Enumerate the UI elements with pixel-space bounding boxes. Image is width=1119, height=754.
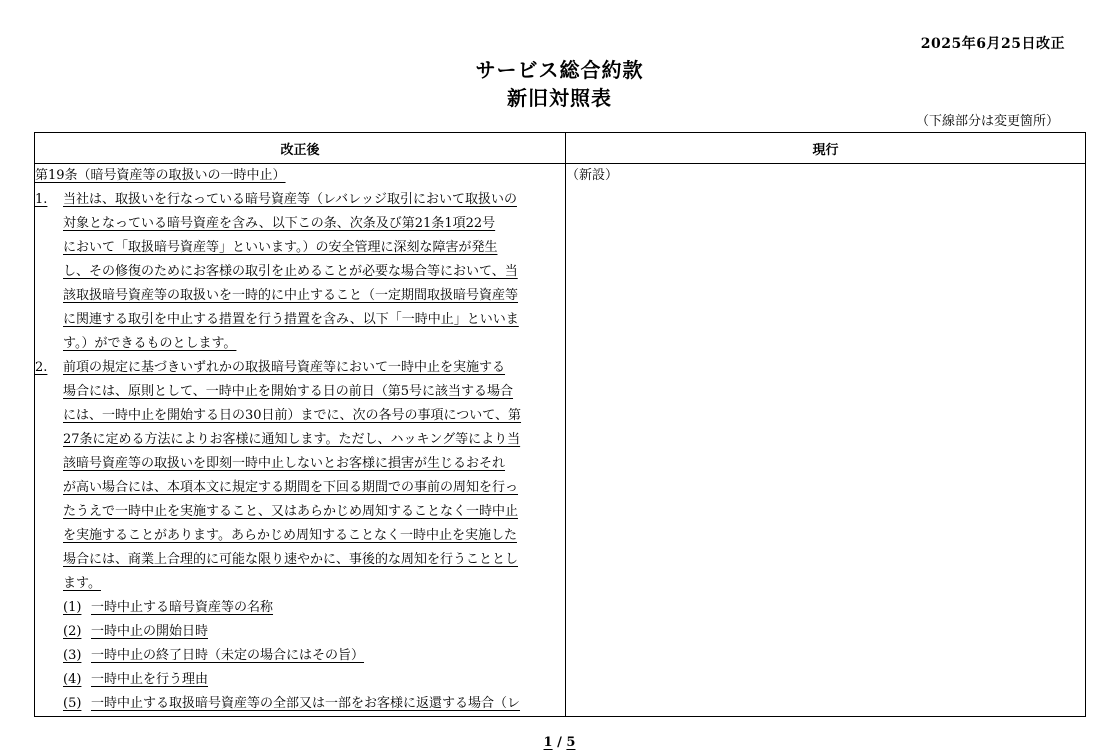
paragraph-line: 27条に定める方法によりお客様に通知します。ただし、ハッキング等により当 xyxy=(63,432,521,447)
page-total: 5 xyxy=(566,735,576,750)
paragraph-line: 該取扱暗号資産等の取扱いを一時的に中止すること（一定期間取扱暗号資産等 xyxy=(63,288,519,303)
paragraph-2-number: 2. xyxy=(35,360,48,375)
paragraph-line: 当社は、取扱いを行なっている暗号資産等（レバレッジ取引において取扱いの xyxy=(63,192,517,207)
article-title: 第19条（暗号資産等の取扱いの一時中止） xyxy=(35,168,286,183)
paragraph-line: を実施することがあります。あらかじめ周知することなく一時中止を実施した xyxy=(63,528,517,543)
comparison-table xyxy=(34,132,1086,717)
item-text: 一時中止する暗号資産等の名称 xyxy=(91,600,274,615)
item-text: 一時中止する取扱暗号資産等の全部又は一部をお客様に返還する場合（レ xyxy=(91,696,521,711)
paragraph-1 xyxy=(35,188,565,356)
current-text: （新設） xyxy=(566,168,619,183)
table-body-row xyxy=(35,164,1086,717)
paragraph-line: 前項の規定に基づきいずれかの取扱暗号資産等において一時中止を実施する xyxy=(63,360,506,375)
paragraph-2 xyxy=(35,356,565,596)
paragraph-line: し、その修復のためにお客様の取引を止めることが必要な場合等において、当 xyxy=(63,264,518,279)
current-version-cell xyxy=(566,164,1086,717)
item-text: 一時中止を行う理由 xyxy=(91,672,209,687)
page-current: 1 xyxy=(543,735,553,750)
item-text: 一時中止の開始日時 xyxy=(91,624,209,639)
paragraph-line: ます。 xyxy=(63,576,101,591)
new-version-cell xyxy=(35,164,566,717)
list-item xyxy=(63,596,565,620)
page-separator: / xyxy=(557,735,562,750)
paragraph-line: が高い場合には、本項本文に規定する期間を下回る期間での事前の周知を行っ xyxy=(63,480,519,495)
page-number xyxy=(0,735,1119,750)
table-header-row xyxy=(35,133,1086,164)
document-subtitle: 新旧対照表 xyxy=(507,86,612,110)
underline-note: （下線部分は変更箇所） xyxy=(915,114,1059,129)
paragraph-line: において「取扱暗号資産等」といいます。）の安全管理に深刻な障害が発生 xyxy=(63,240,498,255)
item-number: (1) xyxy=(63,600,82,615)
item-text: 一時中止の終了日時（未定の場合にはその旨） xyxy=(91,648,365,663)
list-item xyxy=(63,620,565,644)
paragraph-line: 場合には、商業上合理的に可能な限り速やかに、事後的な周知を行うこととし xyxy=(63,552,519,567)
item-number: (4) xyxy=(63,672,82,687)
header-new-version: 改正後 xyxy=(35,133,566,164)
paragraph-line: に関連する取引を中止する措置を行う措置を含み、以下「一時中止」といいま xyxy=(63,312,519,327)
list-item xyxy=(63,668,565,692)
paragraph-line: 該暗号資産等の取扱いを即刻一時中止しないとお客様に損害が生じるおそれ xyxy=(63,456,506,471)
document-title: サービス総合約款 xyxy=(475,58,644,82)
revision-date: 2025年6月25日改正 xyxy=(920,36,1065,52)
list-item xyxy=(63,692,565,716)
header-current-version: 現行 xyxy=(566,133,1086,164)
paragraph-1-number: 1. xyxy=(35,192,48,207)
paragraph-line: す。）ができるものとします。 xyxy=(63,336,237,351)
item-number: (5) xyxy=(63,696,82,711)
list-item xyxy=(63,644,565,668)
paragraph-line: 場合には、原則として、一時中止を開始する日の前日（第5号に該当する場合 xyxy=(63,384,514,399)
item-number: (3) xyxy=(63,648,82,663)
item-number: (2) xyxy=(63,624,82,639)
paragraph-line: たうえで一時中止を実施すること、又はあらかじめ周知することなく一時中止 xyxy=(63,504,519,519)
paragraph-line: 対象となっている暗号資産を含み、以下この条、次条及び第21条1項22号 xyxy=(63,216,496,231)
paragraph-line: には、一時中止を開始する日の30日前）までに、次の各号の事項について、第 xyxy=(63,408,522,423)
